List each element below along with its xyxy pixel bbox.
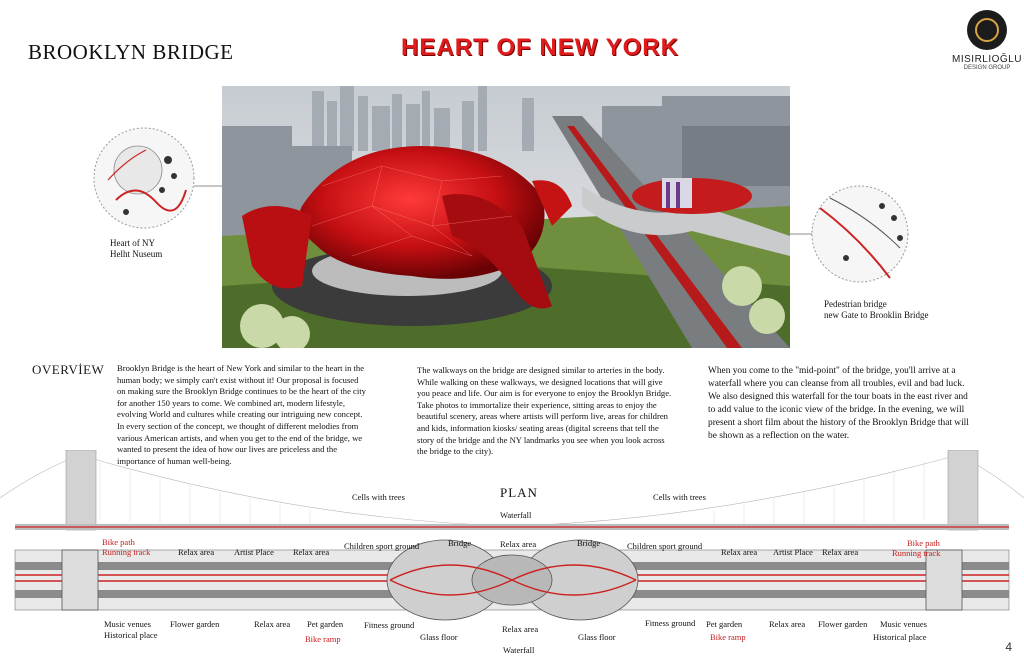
callout-heart-line1: Heart of NY: [110, 238, 155, 248]
bridge-render: [222, 86, 790, 348]
label-children-r: Children sport ground: [627, 541, 703, 551]
page-number: 4: [1005, 640, 1012, 654]
label-pet-r: Pet garden: [706, 619, 743, 629]
overview-paragraph-1: Brooklyn Bridge is the heart of New York and similar to the heart in the human body; we simply can't exist without it! Our proposal is focused on making sure the Brooklyn Bridge continues to be the heart of the city for another 150 years to come. We combined art, modern lifestyle, evolving World and cultures while creating our intriguing new concept. In every section of the concept, we thought of different melodies from various American artists, and when you get to the end of the bridge, we wanted to present the idea of how our lives are priceless and the importance of human well-being.: [117, 363, 366, 466]
label-running-track-right: Running track: [892, 548, 941, 558]
label-cells-right: Cells with trees: [653, 492, 706, 502]
brand-logo: [952, 10, 1022, 71]
label-glass-l: Glass floor: [420, 632, 458, 642]
label-cells-left: Cells with trees: [352, 492, 405, 502]
label-waterfall-top: Waterfall: [500, 510, 532, 520]
label-relax-center-bottom: Relax area: [502, 624, 539, 634]
label-waterfall-bottom: Waterfall: [503, 645, 535, 655]
overview-heading: OVERVİEW: [32, 362, 105, 377]
overview-paragraph-2: The walkways on the bridge are designed similar to arteries in the body. While walking on these walkways, we designed locations that will give you peace and life. Our aim is for everyone to enjoy the Brooklyn Bridge. Take photos to immortalize their experience, sitting areas to enjoy the beautiful scenery, areas where artists will perform live, areas for children and kids, information kiosks/ seating areas (digital screens that tell the story of the bridge and the NY landmarks you see when you look across the bridge to the city).: [417, 365, 672, 457]
logo-mark-icon: [967, 10, 1007, 50]
label-flower-l: Flower garden: [170, 619, 220, 629]
label-fitness-r: Fitness ground: [645, 618, 696, 628]
label-bridge-l: Bridge: [448, 538, 472, 548]
label-flower-r: Flower garden: [818, 619, 868, 629]
headline: HEART OF NEW YORK: [401, 34, 679, 61]
label-glass-r: Glass floor: [578, 632, 616, 642]
label-running-track-left: Running track: [102, 547, 151, 557]
label-historical-l: Historical place: [104, 630, 158, 640]
label-artist-r: Artist Place: [773, 547, 813, 557]
label-relax-br: Relax area: [769, 619, 806, 629]
pedestrian-bridge-sketch: [790, 178, 920, 290]
callout-pedestrian-line1: Pedestrian bridge: [824, 299, 887, 309]
label-bike-path-left: Bike path: [102, 537, 135, 547]
callout-pedestrian: [824, 299, 928, 321]
label-pet-l: Pet garden: [307, 619, 344, 629]
label-historical-r: Historical place: [873, 632, 927, 642]
logo-name: MISIRLIOĞLU: [952, 54, 1022, 65]
plan-title: PLAN: [500, 485, 538, 500]
page-title: BROOKLYN BRIDGE: [28, 40, 234, 64]
callout-heart: [110, 238, 162, 260]
label-relax-center-top: Relax area: [500, 539, 537, 549]
label-relax-l2: Relax area: [293, 547, 330, 557]
label-relax-r2: Relax area: [822, 547, 859, 557]
label-music-l: Music venues: [104, 619, 151, 629]
label-relax-l1: Relax area: [178, 547, 215, 557]
logo-subtitle: DESIGN GROUP: [963, 65, 1011, 71]
label-bike-ramp-l: Bike ramp: [305, 634, 341, 644]
label-relax-r1: Relax area: [721, 547, 758, 557]
label-relax-bl: Relax area: [254, 619, 291, 629]
label-artist-l: Artist Place: [234, 547, 274, 557]
callout-heart-line2: Helht Nuseum: [110, 249, 163, 259]
callout-pedestrian-line2: new Gate to Brooklin Bridge: [824, 310, 929, 320]
label-children-l: Children sport ground: [344, 541, 420, 551]
label-music-r: Music venues: [880, 619, 927, 629]
heart-sketch: [86, 120, 226, 232]
label-fitness-l: Fitness ground: [364, 620, 415, 630]
label-bike-ramp-r: Bike ramp: [710, 632, 746, 642]
label-bridge-r: Bridge: [577, 538, 601, 548]
overview-paragraph-3: When you come to the "mid-point" of the bridge, you'll arrive at a waterfall where you can cleanse from all troubles, evil and bad luck. We also designed this waterfall for the tour boats in the east river and to add value to the iconic view of the bridge. In the evening, we will present a short film about the history of the Brooklyn Bridge that will be shown as a reflection on the water.: [708, 366, 969, 441]
label-bike-path-right: Bike path: [907, 538, 940, 548]
